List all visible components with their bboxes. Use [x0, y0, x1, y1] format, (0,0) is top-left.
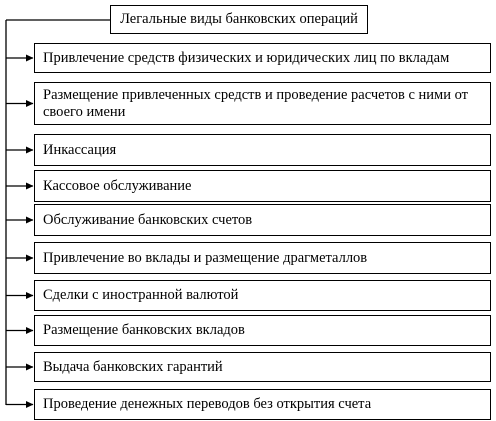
operation-box-1 — [34, 43, 491, 73]
operation-label-5: Обслуживание банковских счетов — [43, 211, 253, 228]
operation-box-6 — [34, 242, 491, 274]
operation-box-2 — [34, 82, 491, 125]
operation-label-6: Привлечение во вклады и размещение драгметаллов — [43, 249, 368, 266]
diagram-title-box — [110, 5, 368, 34]
diagram-title: Легальные виды банковских операций — [120, 11, 358, 27]
operation-label-8: Размещение банковских вкладов — [43, 322, 245, 338]
operation-box-8 — [34, 315, 491, 346]
operation-box-4 — [34, 170, 491, 202]
operation-label-1: Привлечение средств физических и юридических лиц по вкладам — [43, 49, 450, 66]
operation-box-9 — [34, 352, 491, 382]
operation-label-7: Сделки с иностранной валютой — [43, 287, 239, 303]
operation-box-7 — [34, 280, 491, 311]
operation-box-5 — [34, 204, 491, 236]
operation-label-10: Проведение денежных переводов без открытия счета — [43, 396, 372, 412]
operation-label-9: Выдача банковских гарантий — [43, 358, 223, 375]
operation-box-3 — [34, 134, 491, 166]
operation-label-4: Кассовое обслуживание — [43, 177, 192, 194]
operation-label-2: Размещение привлеченных средств и проведение расчетов с ними от своего имени — [43, 86, 468, 120]
operation-label-3: Инкассация — [43, 141, 117, 158]
operation-box-10 — [34, 389, 491, 420]
